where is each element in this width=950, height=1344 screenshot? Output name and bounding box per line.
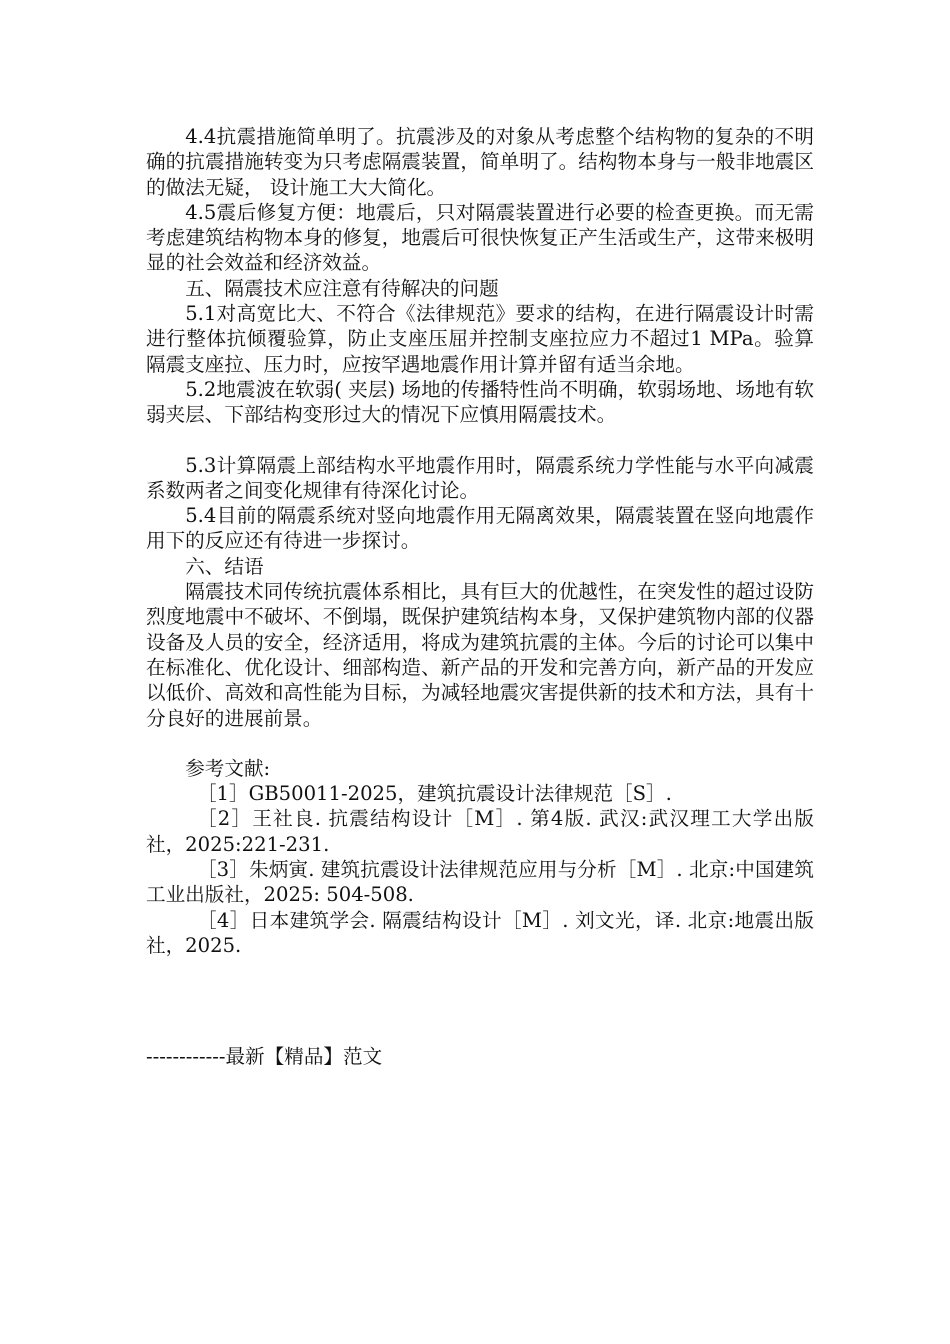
- section-heading-5: 五、隔震技术应注意有待解决的问题: [185, 276, 499, 300]
- paragraph-5-2: 5.2地震波在软弱( 夹层) 场地的传播特性尚不明确，软弱场地、场地有软弱夹层、下部结构变形过大的情况下应慎用隔震技术。: [146, 377, 814, 427]
- document-body: [146, 124, 814, 958]
- paragraph-4-4: 4.4抗震措施简单明了。抗震涉及的对象从考虑整个结构物的复杂的不明确的抗震措施转变为只考虑隔震装置，简单明了。结构物本身与一般非地震区的做法无疑， 设计施工大大简化。: [146, 125, 814, 199]
- paragraph-4-5: 4.5震后修复方便：地震后，只对隔震装置进行必要的检查更换。而无需考虑建筑结构物本身的修复，地震后可很快恢复正产生活或生产，这带来极明显的社会效益和经济效益。: [146, 200, 814, 275]
- blank-line: [146, 731, 814, 756]
- blank-line: [146, 428, 814, 453]
- conclusion-paragraph: 隔震技术同传统抗震体系相比，具有巨大的优越性，在突发性的超过设防烈度地震中不破坏、不倒塌，既保护建筑结构本身，又保护建筑物内部的仪器设备及人员的安全，经济适用，将成为建筑抗震的主体。今后的讨论可以集中在标准化、优化设计、细部构造、新产品的开发和完善方向，新产品的开发应以低价、高效和高性能为目标，为减轻地震灾害提供新的技术和方法，具有十分良好的进展前景。: [146, 580, 814, 730]
- reference-item: ［2］王社良. 抗震结构设计［M］. 第4版. 武汉:武汉理工大学出版社，2025:221-231.: [146, 807, 814, 856]
- reference-item: ［1］GB50011-2025，建筑抗震设计法律规范［S］.: [196, 782, 672, 806]
- paragraph-5-3: 5.3计算隔震上部结构水平地震作用时，隔震系统力学性能与水平向减震系数两者之间变化规律有待深化讨论。: [146, 453, 814, 502]
- paragraph-5-4: 5.4目前的隔震系统对竖向地震作用无隔离效果，隔震装置在竖向地震作用下的反应还有待进一步探讨。: [146, 504, 814, 553]
- section-heading-6: 六、结语: [185, 554, 264, 578]
- reference-item: ［3］朱炳寅. 建筑抗震设计法律规范应用与分析［M］. 北京:中国建筑工业出版社，2025: 504-508.: [146, 858, 814, 907]
- reference-item: ［4］日本建筑学会. 隔震结构设计［M］. 刘文光，译. 北京:地震出版社，2025.: [146, 908, 814, 957]
- references-heading: 参考文献:: [185, 756, 271, 780]
- paragraph-5-1: 5.1对高宽比大、不符合《法律规范》要求的结构，在进行隔震设计时需进行整体抗倾覆验算，防止支座压屈并控制支座拉应力不超过1 MPa。验算隔震支座拉、压力时，应按罕遇地震作用计算并留有适当余地。: [146, 302, 814, 376]
- footer-label: ------------最新【精品】范文: [146, 1045, 383, 1068]
